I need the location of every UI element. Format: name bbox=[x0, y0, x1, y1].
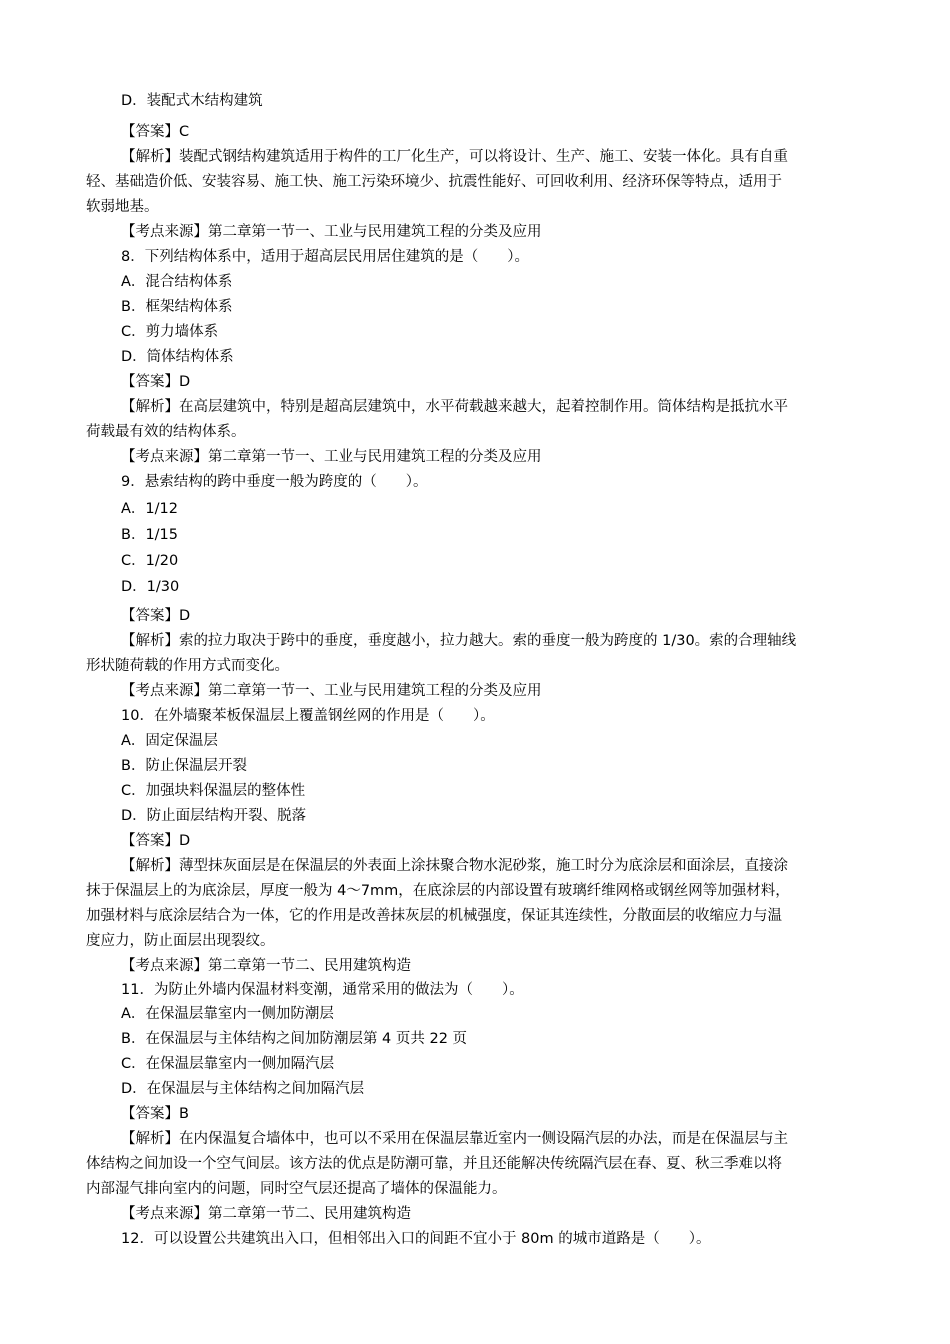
q10-analysis-line-3: 加强材料与底涂层结合为一体，它的作用是改善抹灰层的机械强度，保证其连续性，分散面层的收缩应力与温 bbox=[86, 908, 782, 924]
q8-source: 【考点来源】第二章第一节一、工业与民用建筑工程的分类及应用 bbox=[121, 449, 542, 465]
q11-question: 11．为防止外墙内保温材料变潮，通常采用的做法为（ ）。 bbox=[121, 982, 524, 998]
q10-analysis-line-2: 抹于保温层上的为底涂层，厚度一般为 4～7mm，在底涂层的内部设置有玻璃纤维网格或钢丝网等加强材料， bbox=[86, 883, 790, 899]
q9-source: 【考点来源】第二章第一节一、工业与民用建筑工程的分类及应用 bbox=[121, 683, 542, 699]
q8-answer: 【答案】D bbox=[121, 374, 191, 390]
q10-option-b: B．防止保温层开裂 bbox=[121, 758, 247, 774]
q10-option-c: C．加强块料保温层的整体性 bbox=[121, 783, 306, 799]
q11-option-a: A．在保温层靠室内一侧加防潮层 bbox=[121, 1006, 334, 1022]
q7-option-d: D．装配式木结构建筑 bbox=[121, 93, 263, 109]
q11-option-b: B．在保温层与主体结构之间加防潮层第 4 页共 22 页 bbox=[121, 1031, 468, 1047]
q9-question: 9．悬索结构的跨中垂度一般为跨度的（ ）。 bbox=[121, 474, 428, 490]
q12-question: 12．可以设置公共建筑出入口，但相邻出入口的间距不宜小于 80m 的城市道路是（ ）。 bbox=[121, 1231, 711, 1247]
q9-answer: 【答案】D bbox=[121, 608, 191, 624]
q10-option-d: D．防止面层结构开裂、脱落 bbox=[121, 808, 307, 824]
q9-option-c: C．1/20 bbox=[121, 553, 179, 569]
q9-option-d: D．1/30 bbox=[121, 579, 180, 595]
q9-option-b: B．1/15 bbox=[121, 527, 179, 543]
q7-analysis-line-1: 【解析】装配式钢结构建筑适用于构件的工厂化生产，可以将设计、生产、施工、安装一体化。具有自重 bbox=[121, 149, 788, 165]
q7-source: 【考点来源】第二章第一节一、工业与民用建筑工程的分类及应用 bbox=[121, 224, 542, 240]
q10-source: 【考点来源】第二章第一节二、民用建筑构造 bbox=[121, 958, 411, 974]
q10-analysis-line-4: 度应力，防止面层出现裂纹。 bbox=[86, 933, 275, 949]
q8-option-d: D．筒体结构体系 bbox=[121, 349, 234, 365]
q11-option-c: C．在保温层靠室内一侧加隔汽层 bbox=[121, 1056, 335, 1072]
q8-question: 8．下列结构体系中，适用于超高层民用居住建筑的是（ ）。 bbox=[121, 249, 529, 265]
q7-analysis-line-2: 轻、基础造价低、安装容易、施工快、施工污染环境少、抗震性能好、可回收利用、经济环保等特点，适用于 bbox=[86, 174, 782, 190]
q9-analysis-line-2: 形状随荷载的作用方式而变化。 bbox=[86, 658, 289, 674]
q8-analysis-line-1: 【解析】在高层建筑中，特别是超高层建筑中，水平荷载越来越大，起着控制作用。筒体结构是抵抗水平 bbox=[121, 399, 788, 415]
q11-option-d: D．在保温层与主体结构之间加隔汽层 bbox=[121, 1081, 365, 1097]
q7-analysis-line-3: 软弱地基。 bbox=[86, 199, 159, 215]
q11-analysis-line-3: 内部湿气排向室内的问题，同时空气层还提高了墙体的保温能力。 bbox=[86, 1181, 507, 1197]
q10-question: 10．在外墙聚苯板保温层上覆盖钢丝网的作用是（ ）。 bbox=[121, 708, 495, 724]
q8-option-b: B．框架结构体系 bbox=[121, 299, 233, 315]
q7-answer: 【答案】C bbox=[121, 124, 190, 140]
q8-option-c: C．剪力墙体系 bbox=[121, 324, 219, 340]
q11-analysis-line-2: 体结构之间加设一个空气间层。该方法的优点是防潮可靠，并且还能解决传统隔汽层在春、夏、秋三季难以将 bbox=[86, 1156, 782, 1172]
q10-analysis-line-1: 【解析】薄型抹灰面层是在保温层的外表面上涂抹聚合物水泥砂浆，施工时分为底涂层和面涂层，直接涂 bbox=[121, 858, 788, 874]
q10-option-a: A．固定保温层 bbox=[121, 733, 218, 749]
q8-option-a: A．混合结构体系 bbox=[121, 274, 233, 290]
q11-source: 【考点来源】第二章第一节二、民用建筑构造 bbox=[121, 1206, 411, 1222]
q8-analysis-line-2: 荷载最有效的结构体系。 bbox=[86, 424, 246, 440]
q10-answer: 【答案】D bbox=[121, 833, 191, 849]
q11-answer: 【答案】B bbox=[121, 1106, 189, 1122]
q9-analysis-line-1: 【解析】索的拉力取决于跨中的垂度，垂度越小，拉力越大。索的垂度一般为跨度的 1/30。索的合理轴线 bbox=[121, 633, 797, 649]
q9-option-a: A．1/12 bbox=[121, 501, 178, 517]
q11-analysis-line-1: 【解析】在内保温复合墙体中，也可以不采用在保温层靠近室内一侧设隔汽层的办法，而是在保温层与主 bbox=[121, 1131, 788, 1147]
